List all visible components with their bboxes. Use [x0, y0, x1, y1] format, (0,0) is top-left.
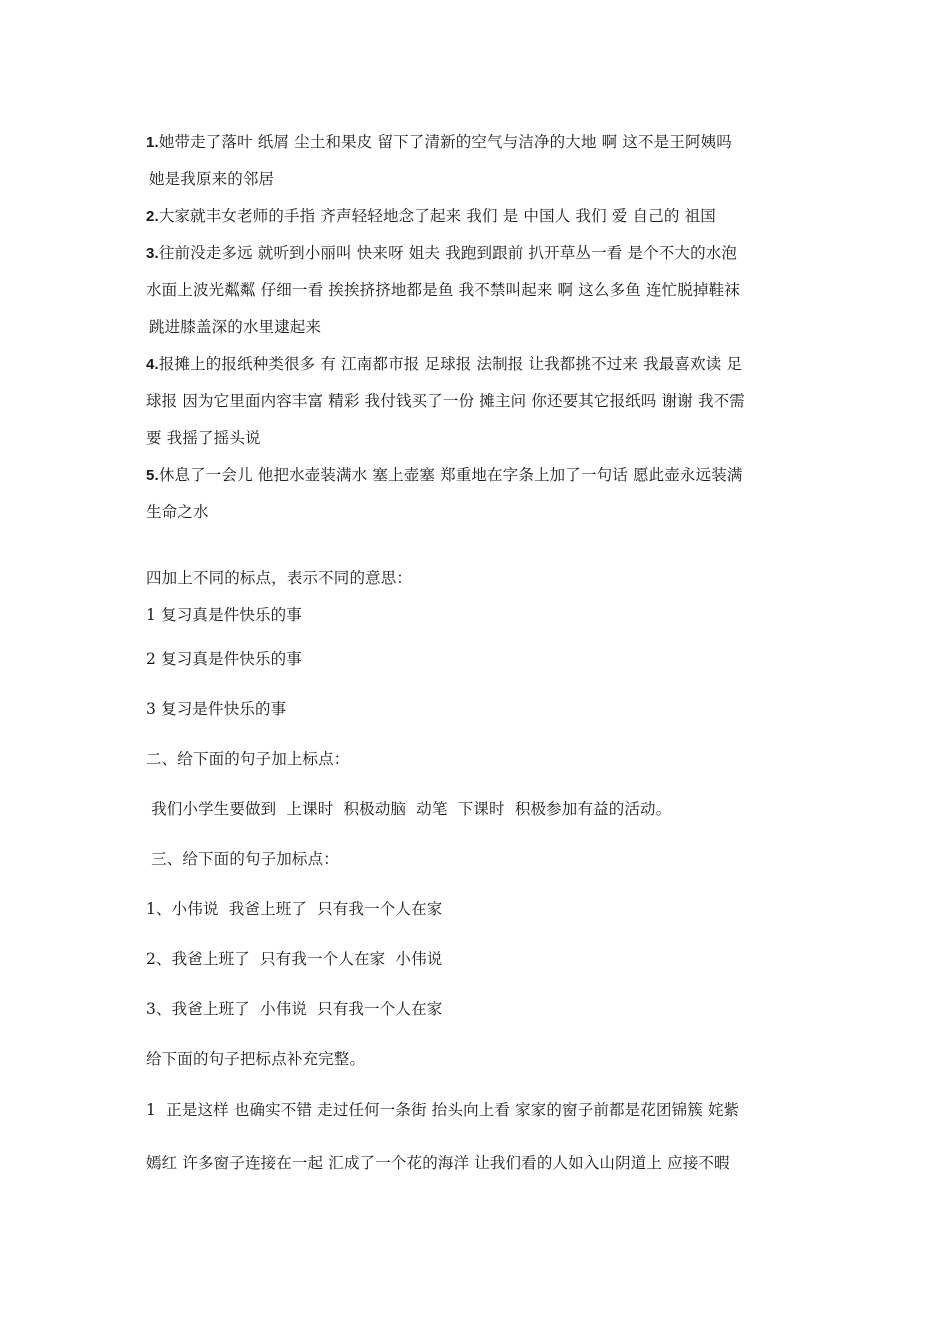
list-item: 1 复习真是件快乐的事: [146, 606, 302, 624]
item-text: 报摊上的报纸种类很多 有 江南都市报 足球报 法制报 让我都挑不过来 我最喜欢读 足: [158, 355, 743, 373]
section-heading-2: 二、给下面的句子加上标点：: [146, 750, 350, 768]
item-number: 1.: [146, 134, 159, 151]
punctuation-exercise-list: [146, 124, 786, 531]
final-paragraph-line: 1 正是这样 也确实不错 走过任何一条街 抬头向上看 家家的窗子前都是花团锦簇 姹紫: [146, 1101, 740, 1119]
item-number: 3.: [146, 245, 159, 262]
item-text: 休息了一会儿 他把水壶装满水 塞上壶塞 郑重地在字条上加了一句话 愿此壶永远装满: [158, 466, 743, 484]
exercise-item-1: [146, 124, 786, 161]
item-text: 她带走了落叶 纸屑 尘土和果皮 留下了清新的空气与洁净的大地 啊 这不是王阿姨吗: [158, 133, 732, 151]
section-heading-4: 四加上不同的标点，表示不同的意思：: [146, 569, 413, 587]
exercise-item-5: [146, 457, 786, 494]
exercise-item-2: [146, 198, 786, 235]
exercise-item-3-cont: 水面上波光粼粼 仔细一看 挨挨挤挤地都是鱼 我不禁叫起来 啊 这么多鱼 连忙脱掉鞋袜: [146, 281, 740, 299]
exercise-sentence: 我们小学生要做到 上课时 积极动脑 动笔 下课时 积极参加有益的活动。: [146, 800, 672, 818]
additional-exercises: [146, 560, 786, 1190]
item-text: 大家就丰女老师的手指 齐声轻轻地念了起来 我们 是 中国人 我们 爱 自己的 祖国: [158, 207, 716, 225]
list-item: 3 复习是件快乐的事: [146, 700, 287, 718]
exercise-item-5-cont: 生命之水: [146, 503, 209, 521]
item-number: 2.: [146, 208, 159, 225]
list-item: 2 复习真是件快乐的事: [146, 650, 302, 668]
exercise-item-1-cont: 她是我原来的邻居: [149, 170, 275, 188]
exercise-item-3-cont: 跳进膝盖深的水里逮起来: [149, 318, 322, 336]
item-text: 往前没走多远 就听到小丽叫 快来呀 姐夫 我跑到跟前 扒开草丛一看 是个不大的水泡: [158, 244, 738, 262]
section-heading-5: 给下面的句子把标点补充完整。: [146, 1050, 366, 1068]
exercise-item-4-cont: 要 我摇了摇头说: [146, 429, 261, 447]
exercise-item-4: [146, 346, 786, 383]
final-paragraph-line: 嫣红 许多窗子连接在一起 汇成了一个花的海洋 让我们看的人如入山阴道上 应接不暇: [146, 1154, 730, 1172]
list-item: 2、我爸上班了 只有我一个人在家 小伟说: [146, 950, 443, 968]
exercise-item-4-cont: 球报 因为它里面内容丰富 精彩 我付钱买了一份 摊主问 你还要其它报纸吗 谢谢 我不需: [146, 392, 745, 410]
item-number: 5.: [146, 467, 159, 484]
exercise-item-3: [146, 235, 786, 272]
section-heading-3: 三、给下面的句子加标点：: [146, 850, 339, 868]
item-number: 4.: [146, 356, 159, 373]
list-item: 3、我爸上班了 小伟说 只有我一个人在家: [146, 1000, 443, 1018]
list-item: 1、小伟说 我爸上班了 只有我一个人在家: [146, 900, 443, 918]
